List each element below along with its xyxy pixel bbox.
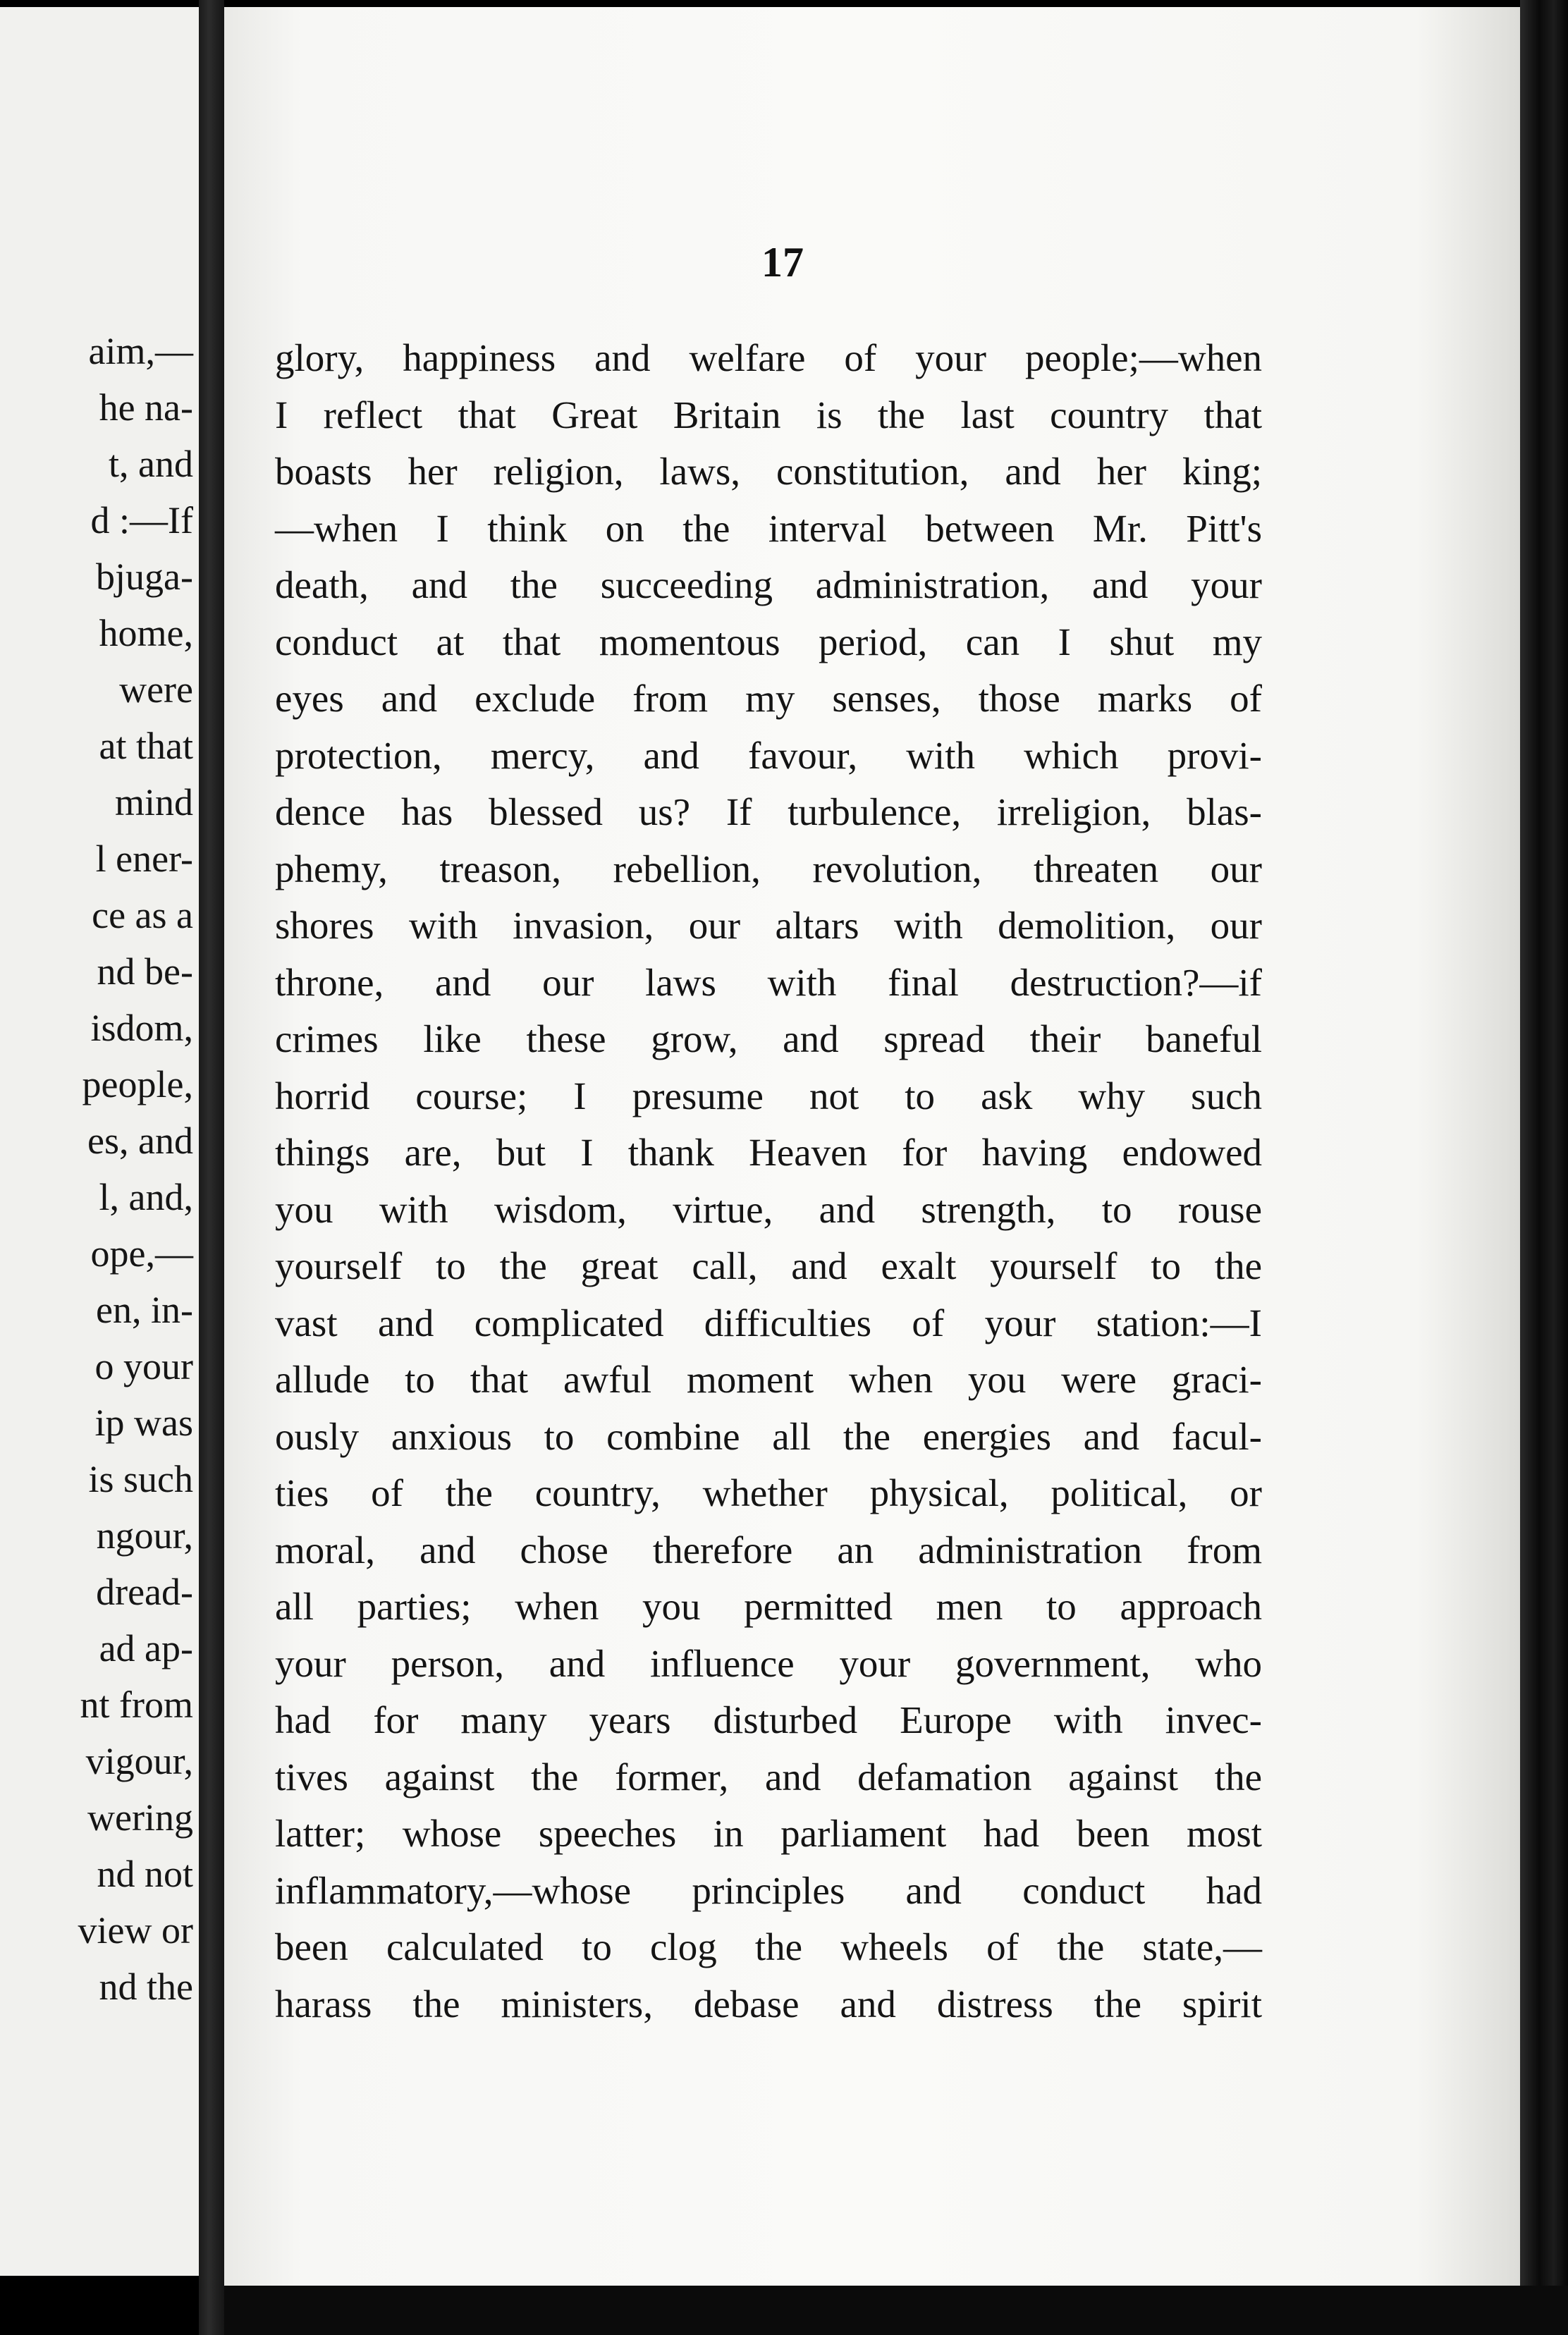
facing-page-line: bjuga- — [96, 556, 193, 598]
text-line: inflammatory,—whose principles and conduct had — [275, 1869, 1262, 1912]
facing-page-line: is such — [88, 1458, 193, 1500]
facing-page-fragment — [0, 7, 199, 2276]
facing-page-line: d :—If — [90, 499, 193, 541]
text-line: conduct at that momentous period, can I shut my — [275, 620, 1262, 663]
page-number: 17 — [761, 239, 804, 286]
text-line: dence has blessed us? If turbulence, irreligion, blas- — [275, 790, 1262, 833]
facing-page-line: o your — [94, 1345, 193, 1387]
facing-page-line: aim,— — [88, 330, 193, 372]
facing-page-line: t, and — [109, 443, 193, 485]
text-line: phemy, treason, rebellion, revolution, threaten our — [275, 847, 1262, 890]
facing-page-line: home, — [99, 612, 193, 654]
text-line: latter; whose speeches in parliament had been most — [275, 1812, 1262, 1855]
facing-page-line: ad ap- — [99, 1627, 193, 1669]
text-line: harass the ministers, debase and distress the spirit — [275, 1982, 1262, 2025]
facing-page-line: nd the — [99, 1966, 193, 2008]
facing-page-line: l ener- — [95, 838, 193, 880]
text-line: yourself to the great call, and exalt yourself to the — [275, 1244, 1262, 1287]
facing-page-line: l, and, — [99, 1176, 193, 1218]
text-line: death, and the succeeding administration, and your — [275, 563, 1262, 606]
facing-page-line: nd not — [97, 1853, 193, 1895]
text-line: you with wisdom, virtue, and strength, to rouse — [275, 1188, 1262, 1231]
text-line: vast and complicated difficulties of your station:—I — [275, 1301, 1262, 1344]
page-edge-shadow — [1520, 0, 1568, 2335]
binding-gutter — [199, 0, 224, 2335]
facing-page-line: isdom, — [90, 1007, 193, 1049]
text-line: been calculated to clog the wheels of the state,— — [275, 1925, 1262, 1968]
bottom-edge-shadow — [224, 2286, 1568, 2335]
text-line: all parties; when you permitted men to approach — [275, 1585, 1262, 1628]
text-line: —when I think on the interval between Mr. Pitt's — [275, 507, 1262, 550]
text-line: horrid course; I presume not to ask why such — [275, 1074, 1262, 1117]
facing-page-line: ngour, — [96, 1514, 193, 1557]
text-line: boasts her religion, laws, constitution, and her king; — [275, 450, 1262, 493]
text-line: I reflect that Great Britain is the last country that — [275, 393, 1262, 436]
facing-page-line: ope,— — [90, 1232, 193, 1275]
facing-page-line: nd be- — [97, 950, 193, 993]
text-line: allude to that awful moment when you were graci- — [275, 1358, 1262, 1401]
facing-page-line: wering — [87, 1796, 193, 1839]
facing-page-line: were — [119, 668, 193, 711]
text-line: your person, and influence your government, who — [275, 1642, 1262, 1685]
text-line: glory, happiness and welfare of your people;—when — [275, 336, 1262, 379]
text-line: shores with invasion, our altars with demolition, our — [275, 904, 1262, 947]
text-line: things are, but I thank Heaven for having endowed — [275, 1131, 1262, 1174]
facing-page-line: en, in- — [96, 1289, 193, 1331]
text-line: eyes and exclude from my senses, those marks of — [275, 677, 1262, 720]
text-line: throne, and our laws with final destruction?—if — [275, 961, 1262, 1004]
text-line: ties of the country, whether physical, political, or — [275, 1471, 1262, 1514]
facing-page-line: dread- — [96, 1571, 193, 1613]
text-line: had for many years disturbed Europe with invec- — [275, 1698, 1262, 1741]
facing-page-line: view or — [78, 1909, 193, 1951]
facing-page-line: ce as a — [92, 894, 193, 936]
facing-page-line: nt from — [80, 1684, 193, 1726]
text-line: ously anxious to combine all the energies and facul- — [275, 1415, 1262, 1458]
text-line: crimes like these grow, and spread their baneful — [275, 1017, 1262, 1060]
facing-page-line: people, — [82, 1063, 193, 1105]
facing-page-line: vigour, — [85, 1740, 193, 1782]
text-line: moral, and chose therefore an administration from — [275, 1528, 1262, 1571]
text-line: protection, mercy, and favour, with which provi- — [275, 734, 1262, 777]
facing-page-line: ip was — [94, 1402, 193, 1444]
facing-page-line: mind — [114, 781, 193, 823]
facing-page-line: es, and — [87, 1120, 193, 1162]
text-line: tives against the former, and defamation against the — [275, 1755, 1262, 1798]
facing-page-line: at that — [99, 725, 193, 767]
facing-page-line: he na- — [99, 386, 193, 429]
